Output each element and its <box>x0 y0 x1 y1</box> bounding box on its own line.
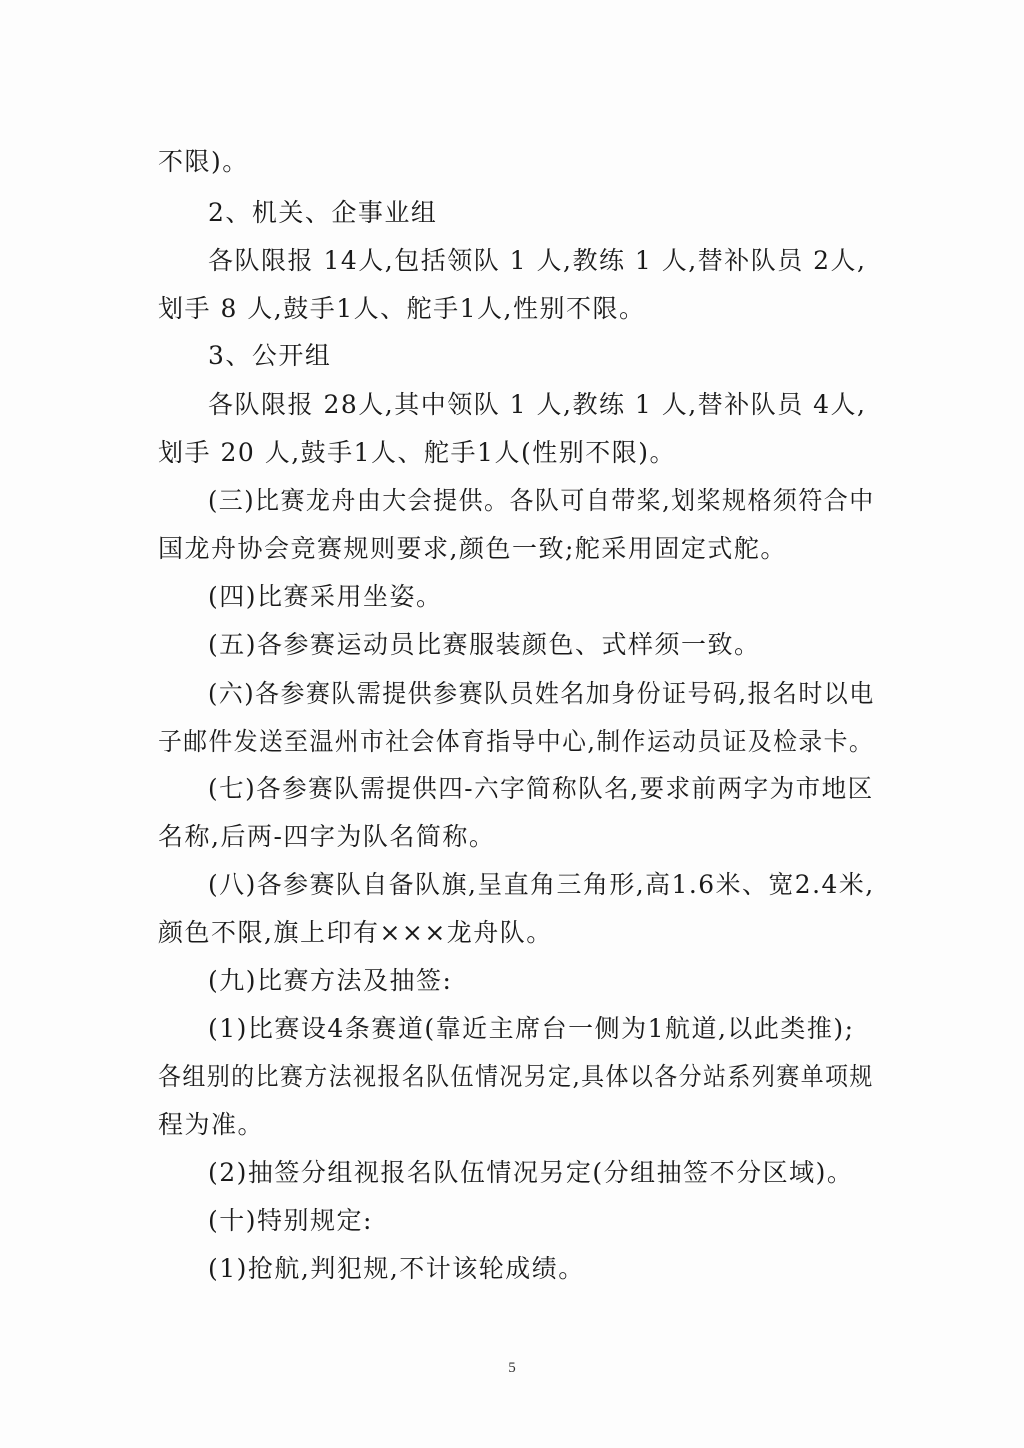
text-line: (九)比赛方法及抽签: <box>208 966 453 995</box>
text-line: (六)各参赛队需提供参赛队员姓名加身份证号码,报名时以电 <box>208 679 875 708</box>
text-line: 各队限报 14人,包括领队 1 人,教练 1 人,替补队员 2人, <box>208 246 867 275</box>
text-line: 划手 8 人,鼓手1人、舵手1人,性别不限。 <box>158 294 646 323</box>
text-line: (四)比赛采用坐姿。 <box>208 582 443 611</box>
text-line: 程为准。 <box>158 1110 265 1139</box>
text-line: 各组别的比赛方法视报名队伍情况另定,具体以各分站系列赛单项规 <box>158 1062 874 1091</box>
page-number: 5 <box>508 1360 516 1376</box>
section-heading: 3、公开组 <box>208 341 332 370</box>
text-line: 各队限报 28人,其中领队 1 人,教练 1 人,替补队员 4人, <box>208 390 867 419</box>
section-heading: 2、机关、企事业组 <box>208 198 438 227</box>
text-line: (三)比赛龙舟由大会提供。各队可自带桨,划桨规格须符合中 <box>208 486 875 515</box>
text-line: 划手 20 人,鼓手1人、舵手1人(性别不限)。 <box>158 438 676 467</box>
text-line: (1)抢航,判犯规,不计该轮成绩。 <box>208 1254 585 1283</box>
text-line: 子邮件发送至温州市社会体育指导中心,制作运动员证及检录卡。 <box>158 727 875 756</box>
text-line: (1)比赛设4条赛道(靠近主席台一侧为1航道,以此类推); <box>208 1014 855 1043</box>
text-line: 不限)。 <box>158 147 249 176</box>
text-line: (七)各参赛队需提供四-六字简称队名,要求前两字为市地区 <box>208 774 874 803</box>
text-line: (五)各参赛运动员比赛服装颜色、式样须一致。 <box>208 630 761 659</box>
text-line: 颜色不限,旗上印有×××龙舟队。 <box>158 918 553 947</box>
text-line: 名称,后两-四字为队名简称。 <box>158 822 496 851</box>
text-line: (2)抽签分组视报名队伍情况另定(分组抽签不分区域)。 <box>208 1158 854 1187</box>
text-line: (八)各参赛队自备队旗,呈直角三角形,高1.6米、宽2.4米, <box>208 870 875 899</box>
text-line: 国龙舟协会竞赛规则要求,颜色一致;舵采用固定式舵。 <box>158 534 787 563</box>
text-line: (十)特别规定: <box>208 1206 373 1235</box>
